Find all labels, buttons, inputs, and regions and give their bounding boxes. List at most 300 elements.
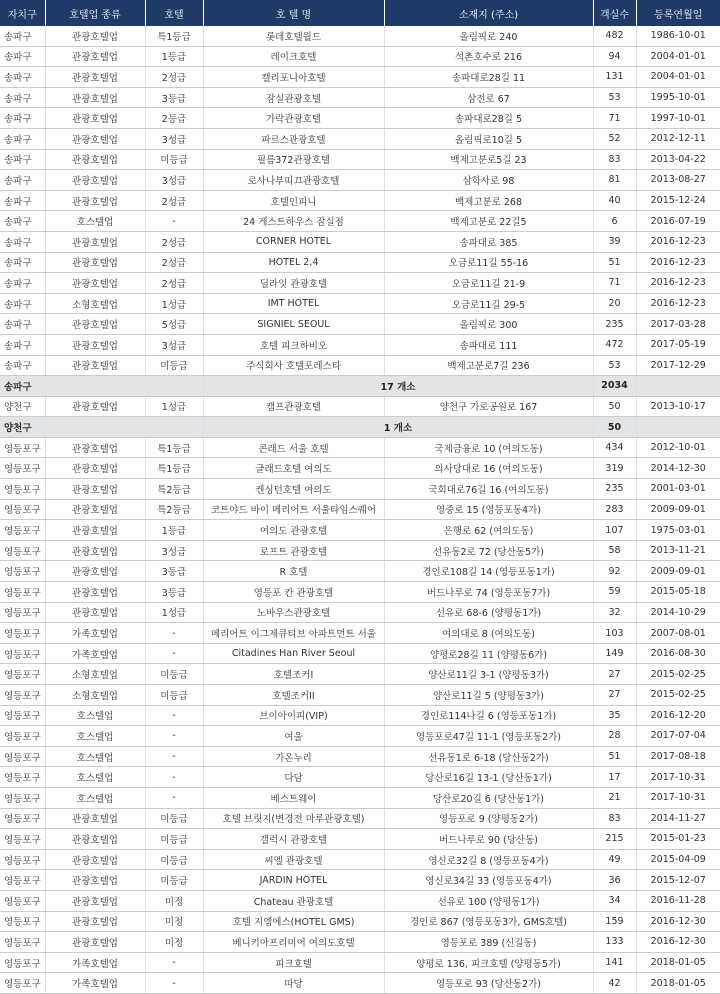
table-row: [0, 334, 720, 355]
cell-district: 송파구: [0, 190, 45, 211]
cell-grade: 3성급: [145, 540, 203, 561]
cell-district: 송파구: [0, 128, 45, 149]
cell-hotel-type: 관광호텔업: [45, 890, 145, 911]
cell-district: 송파구: [0, 149, 45, 170]
table-row: [0, 582, 720, 603]
cell-hotel-name: 따당: [203, 973, 384, 994]
cell-hotel-type: 관광호텔업: [45, 499, 145, 520]
cell-rooms: 131: [593, 67, 636, 88]
cell-hotel-name: 잠실관광호텔: [203, 87, 384, 108]
cell-hotel-name: 레이크호텔: [203, 46, 384, 67]
cell-grade: 미등급: [145, 685, 203, 706]
cell-rooms: 51: [593, 746, 636, 767]
subtotal-row: [0, 417, 720, 438]
cell-rooms: 434: [593, 437, 636, 458]
cell-grade: 2성급: [145, 231, 203, 252]
cell-hotel-name: 다담: [203, 767, 384, 788]
cell-rooms: 28: [593, 726, 636, 747]
cell-grade: -: [145, 726, 203, 747]
cell-hotel-type: 관광호텔업: [45, 932, 145, 953]
cell-hotel-type: 관광호텔업: [45, 849, 145, 870]
cell-grade: -: [145, 746, 203, 767]
cell-district: 송파구: [0, 334, 45, 355]
cell-hotel-type: 가족호텔업: [45, 643, 145, 664]
cell-rooms: 141: [593, 952, 636, 973]
table-row: [0, 479, 720, 500]
cell-registration-date: 2016-12-23: [636, 231, 720, 252]
cell-registration-date: 2015-01-23: [636, 829, 720, 850]
cell-rooms: 83: [593, 808, 636, 829]
table-row: [0, 128, 720, 149]
cell-registration-date: 2012-10-01: [636, 437, 720, 458]
cell-address: 국제금융로 10 (여의도동): [384, 437, 593, 458]
cell-address: 백제고분로 22길5: [384, 211, 593, 232]
cell-registration-date: 2017-10-31: [636, 787, 720, 808]
cell-hotel-name: 갤럭시 관광호텔: [203, 829, 384, 850]
cell-hotel-type: 관광호텔업: [45, 479, 145, 500]
cell-rooms: 133: [593, 932, 636, 953]
cell-rooms: 482: [593, 26, 636, 46]
cell-grade: 미등급: [145, 355, 203, 376]
cell-hotel-name: 씨엘 관광호텔: [203, 849, 384, 870]
cell-district: 영등포구: [0, 973, 45, 994]
table-row: [0, 767, 720, 788]
cell-hotel-type: 호스텔업: [45, 705, 145, 726]
cell-hotel-type: 가족호텔업: [45, 952, 145, 973]
cell-rooms: 81: [593, 170, 636, 191]
cell-district: 송파구: [0, 87, 45, 108]
cell-hotel-type: 소형호텔업: [45, 685, 145, 706]
cell-rooms: 92: [593, 561, 636, 582]
cell-district: 영등포구: [0, 499, 45, 520]
cell-address: 송파대로 385: [384, 231, 593, 252]
cell-hotel-type: 관광호텔업: [45, 829, 145, 850]
cell-district: 영등포구: [0, 643, 45, 664]
cell-hotel-name: 호텔 지엠에스(HOTEL GMS): [203, 911, 384, 932]
cell-hotel-name: 메리어트 이그제큐티브 아파트먼트 서울: [203, 623, 384, 644]
table-row: [0, 190, 720, 211]
cell-registration-date: 2015-12-24: [636, 190, 720, 211]
cell-rooms: 27: [593, 685, 636, 706]
cell-registration-date: 2016-07-19: [636, 211, 720, 232]
cell-address: 석촌호수로 216: [384, 46, 593, 67]
cell-address: 오금로11길 29-5: [384, 293, 593, 314]
cell-hotel-name: 영등포 칸 관광호텔: [203, 582, 384, 603]
table-row: [0, 870, 720, 891]
cell-hotel-type: 소형호텔업: [45, 664, 145, 685]
cell-rooms: 235: [593, 314, 636, 335]
header-rooms: 객실수: [593, 0, 636, 26]
cell-address: 은행로 62 (여의도동): [384, 520, 593, 541]
cell-district: 송파구: [0, 170, 45, 191]
cell-grade: -: [145, 767, 203, 788]
header-address: 소재지 (주소): [384, 0, 593, 26]
table-row: [0, 26, 720, 46]
table-row: [0, 252, 720, 273]
cell-hotel-name: HOTEL 2,4: [203, 252, 384, 273]
cell-hotel-name: 가온누리: [203, 746, 384, 767]
cell-hotel-name: JARDIN HOTEL: [203, 870, 384, 891]
cell-rooms: 107: [593, 520, 636, 541]
cell-rooms: 71: [593, 273, 636, 294]
cell-district: 영등포구: [0, 726, 45, 747]
cell-district: 영등포구: [0, 520, 45, 541]
table-row: [0, 231, 720, 252]
cell-registration-date: 1995-10-01: [636, 87, 720, 108]
cell-address: 올림픽로10길 5: [384, 128, 593, 149]
cell-district: 송파구: [0, 376, 45, 397]
cell-district: 송파구: [0, 211, 45, 232]
cell-hotel-type: 호스텔업: [45, 767, 145, 788]
cell-hotel-name: 베스트웨이: [203, 787, 384, 808]
cell-district: 양천구: [0, 417, 45, 438]
cell-hotel-type: 관광호텔업: [45, 170, 145, 191]
cell-hotel-name: 콘래드 서울 호텔: [203, 437, 384, 458]
cell-registration-date: 2017-12-29: [636, 355, 720, 376]
cell-address: 양천구 가로공원로 167: [384, 396, 593, 417]
cell-district: 영등포구: [0, 829, 45, 850]
cell-registration-date: 2014-10-29: [636, 602, 720, 623]
cell-address: 선유동1로 6-18 (당산동2가): [384, 746, 593, 767]
cell-registration-date: 2007-08-01: [636, 623, 720, 644]
cell-rooms: 71: [593, 108, 636, 129]
cell-hotel-type: 관광호텔업: [45, 582, 145, 603]
cell-registration-date: 2012-12-11: [636, 128, 720, 149]
cell-rooms: 52: [593, 128, 636, 149]
table-row: [0, 273, 720, 294]
header-registration-date: 등록연월일: [636, 0, 720, 26]
cell-grade: -: [145, 705, 203, 726]
cell-registration-date: 2015-05-18: [636, 582, 720, 603]
cell-district: 송파구: [0, 314, 45, 335]
table-row: [0, 664, 720, 685]
cell-rooms: 94: [593, 46, 636, 67]
table-row: [0, 67, 720, 88]
cell-hotel-name: 코트야드 바이 메리어트 서울타임스퀘어: [203, 499, 384, 520]
cell-rooms: 36: [593, 870, 636, 891]
cell-address: 경인로108길 14 (영등포동1가): [384, 561, 593, 582]
cell-hotel-name: 켄싱턴호텔 여의도: [203, 479, 384, 500]
cell-hotel-type: 관광호텔업: [45, 67, 145, 88]
cell-rooms: 50: [593, 396, 636, 417]
cell-hotel-type: 관광호텔업: [45, 334, 145, 355]
cell-hotel-type: 관광호텔업: [45, 520, 145, 541]
cell-grade: 특2등급: [145, 479, 203, 500]
cell-hotel-type: 관광호텔업: [45, 561, 145, 582]
cell-district: 영등포구: [0, 437, 45, 458]
cell-grade: 2등급: [145, 108, 203, 129]
cell-rooms: 59: [593, 582, 636, 603]
table-row: [0, 437, 720, 458]
cell-grade: 특1등급: [145, 458, 203, 479]
cell-registration-date: 2018-01-05: [636, 952, 720, 973]
cell-grade: 3성급: [145, 334, 203, 355]
cell-address: 영중로 15 (영등포동4가): [384, 499, 593, 520]
cell-grade: 미등급: [145, 849, 203, 870]
cell-hotel-type: 관광호텔업: [45, 46, 145, 67]
cell-hotel-name: Chateau 관광호텔: [203, 890, 384, 911]
cell-hotel-name: 호텔조커I: [203, 664, 384, 685]
cell-district: 영등포구: [0, 870, 45, 891]
cell-registration-date: 1997-10-01: [636, 108, 720, 129]
table-row: [0, 314, 720, 335]
cell-hotel-type: 관광호텔업: [45, 437, 145, 458]
table-row: [0, 211, 720, 232]
cell-registration-date: 2017-10-31: [636, 767, 720, 788]
cell-hotel-type: 호스텔업: [45, 787, 145, 808]
table-row: [0, 952, 720, 973]
cell-hotel-name: 롯데호텔월드: [203, 26, 384, 46]
cell-address: 양산로11길 3-1 (양평동3가): [384, 664, 593, 685]
cell-registration-date: 2016-08-30: [636, 643, 720, 664]
cell-grade: -: [145, 787, 203, 808]
cell-address: 선유로 100 (양평동1가): [384, 890, 593, 911]
table-row: [0, 520, 720, 541]
table-row: [0, 108, 720, 129]
cell-registration-date: 2015-02-25: [636, 664, 720, 685]
cell-rooms: 83: [593, 149, 636, 170]
cell-rooms: 53: [593, 355, 636, 376]
cell-rooms: 32: [593, 602, 636, 623]
cell-district: 영등포구: [0, 890, 45, 911]
cell-hotel-type: 호스텔업: [45, 211, 145, 232]
cell-hotel-name: 브이아이피(VIP): [203, 705, 384, 726]
cell-registration-date: 2013-11-21: [636, 540, 720, 561]
cell-grade: 2성급: [145, 67, 203, 88]
cell-hotel-type: 소형호텔업: [45, 293, 145, 314]
cell-registration-date: 2016-11-28: [636, 890, 720, 911]
table-row: [0, 458, 720, 479]
header-row: [0, 0, 720, 26]
cell-district: 송파구: [0, 67, 45, 88]
cell-rooms: 215: [593, 829, 636, 850]
cell-hotel-name: 호텔 피크하비오: [203, 334, 384, 355]
cell-registration-date: 2013-10-17: [636, 396, 720, 417]
cell-grade: 미등급: [145, 808, 203, 829]
cell-address: 영등포로 9 (양평동2가): [384, 808, 593, 829]
cell-district: 송파구: [0, 355, 45, 376]
cell-address: 삼전로 67: [384, 87, 593, 108]
cell-hotel-name: 주식회사 호텔포레스타: [203, 355, 384, 376]
cell-registration-date: 2001-03-01: [636, 479, 720, 500]
cell-grade: 1성급: [145, 602, 203, 623]
table-row: [0, 396, 720, 417]
cell-grade: 1성급: [145, 293, 203, 314]
table-row: [0, 293, 720, 314]
cell-address: 오금로11길 55-16: [384, 252, 593, 273]
cell-address: 송파대로28길 5: [384, 108, 593, 129]
cell-registration-date: 2014-11-27: [636, 808, 720, 829]
cell-hotel-name: 피크호텔: [203, 952, 384, 973]
cell-registration-date: 2016-12-23: [636, 252, 720, 273]
cell-registration-date: 2016-12-30: [636, 932, 720, 953]
cell-hotel-type: 관광호텔업: [45, 870, 145, 891]
cell-district: 영등포구: [0, 479, 45, 500]
cell-grade: 미등급: [145, 149, 203, 170]
table-row: [0, 355, 720, 376]
cell-rooms: 283: [593, 499, 636, 520]
subtotal-row: [0, 376, 720, 397]
header-grade: 호텔: [145, 0, 203, 26]
table-row: [0, 746, 720, 767]
cell-address: 양산로11길 5 (양평동3가): [384, 685, 593, 706]
cell-grade: 1등급: [145, 520, 203, 541]
cell-district: 영등포구: [0, 849, 45, 870]
cell-registration-date: 2018-01-05: [636, 973, 720, 994]
cell-district: 영등포구: [0, 582, 45, 603]
cell-hotel-type: 관광호텔업: [45, 540, 145, 561]
cell-hotel-name: Citadines Han River Seoul: [203, 643, 384, 664]
cell-rooms: 159: [593, 911, 636, 932]
cell-address: 경인로 867 (영등포동3가, GMS호텔): [384, 911, 593, 932]
cell-rooms: 21: [593, 787, 636, 808]
cell-hotel-name: IMT HOTEL: [203, 293, 384, 314]
cell-hotel-name: 24 게스트하우스 잠실점: [203, 211, 384, 232]
cell-rooms: 6: [593, 211, 636, 232]
cell-address: 여의대로 8 (여의도동): [384, 623, 593, 644]
cell-grade: 미정: [145, 911, 203, 932]
cell-rooms: 49: [593, 849, 636, 870]
cell-district: 영등포구: [0, 458, 45, 479]
cell-district: 영등포구: [0, 808, 45, 829]
cell-registration-date: 2016-12-20: [636, 705, 720, 726]
cell-rooms: 58: [593, 540, 636, 561]
cell-hotel-name: 가락관광호텔: [203, 108, 384, 129]
cell-empty: [45, 417, 203, 438]
cell-grade: 특2등급: [145, 499, 203, 520]
table-row: [0, 643, 720, 664]
cell-hotel-type: 관광호텔업: [45, 314, 145, 335]
cell-district: 영등포구: [0, 767, 45, 788]
cell-address: 송파대로 111: [384, 334, 593, 355]
cell-district: 영등포구: [0, 664, 45, 685]
cell-address: 양평로28길 11 (양평동6가): [384, 643, 593, 664]
cell-address: 당산로16길 13-1 (당산동1가): [384, 767, 593, 788]
table-header: [0, 0, 720, 26]
cell-district: 송파구: [0, 46, 45, 67]
cell-district: 양천구: [0, 396, 45, 417]
cell-address: 당산로20길 6 (당산동1가): [384, 787, 593, 808]
cell-hotel-type: 가족호텔업: [45, 623, 145, 644]
cell-grade: 특1등급: [145, 26, 203, 46]
cell-rooms: 20: [593, 293, 636, 314]
cell-district: 영등포구: [0, 602, 45, 623]
cell-registration-date: 2004-01-01: [636, 46, 720, 67]
cell-district: 송파구: [0, 231, 45, 252]
cell-address: 국회대로76길 16 (여의도동): [384, 479, 593, 500]
table-row: [0, 540, 720, 561]
cell-registration-date: 2017-08-18: [636, 746, 720, 767]
cell-grade: 미등급: [145, 829, 203, 850]
cell-rooms-total: 2034: [593, 376, 636, 397]
cell-grade: 2성급: [145, 252, 203, 273]
cell-registration-date: 2017-05-19: [636, 334, 720, 355]
cell-hotel-type: 관광호텔업: [45, 108, 145, 129]
cell-rooms: 34: [593, 890, 636, 911]
cell-registration-date: 2015-04-09: [636, 849, 720, 870]
cell-grade: 미등급: [145, 664, 203, 685]
header-hotel-name: 호 텔 명: [203, 0, 384, 26]
cell-empty: [636, 376, 720, 397]
cell-registration-date: 2009-09-01: [636, 561, 720, 582]
cell-address: 백제고분로 268: [384, 190, 593, 211]
cell-rooms: 103: [593, 623, 636, 644]
cell-address: 영등포로 389 (신길동): [384, 932, 593, 953]
cell-grade: 1성급: [145, 396, 203, 417]
table-row: [0, 87, 720, 108]
cell-grade: 미등급: [145, 870, 203, 891]
cell-registration-date: 2004-01-01: [636, 67, 720, 88]
cell-hotel-type: 관광호텔업: [45, 602, 145, 623]
cell-hotel-name: 캠프관광호텔: [203, 396, 384, 417]
cell-rooms: 149: [593, 643, 636, 664]
table-row: [0, 911, 720, 932]
cell-registration-date: 2016-12-30: [636, 911, 720, 932]
cell-address: 삼학사로 98: [384, 170, 593, 191]
cell-empty: [636, 417, 720, 438]
table-row: [0, 973, 720, 994]
cell-grade: -: [145, 643, 203, 664]
cell-rooms: 319: [593, 458, 636, 479]
cell-address: 영등포로47길 11-1 (영등포동2가): [384, 726, 593, 747]
cell-rooms: 472: [593, 334, 636, 355]
cell-hotel-name: R 호텔: [203, 561, 384, 582]
table-row: [0, 726, 720, 747]
table-row: [0, 787, 720, 808]
cell-hotel-type: 관광호텔업: [45, 273, 145, 294]
cell-hotel-name: 호텔인피니: [203, 190, 384, 211]
table-row: [0, 561, 720, 582]
table-row: [0, 602, 720, 623]
cell-grade: 2성급: [145, 190, 203, 211]
cell-hotel-type: 관광호텔업: [45, 355, 145, 376]
cell-grade: -: [145, 973, 203, 994]
cell-hotel-type: 관광호텔업: [45, 252, 145, 273]
cell-hotel-name: 파르스관광호텔: [203, 128, 384, 149]
cell-rooms: 39: [593, 231, 636, 252]
cell-registration-date: 2017-03-28: [636, 314, 720, 335]
cell-hotel-type: 관광호텔업: [45, 911, 145, 932]
cell-grade: -: [145, 623, 203, 644]
cell-rooms: 17: [593, 767, 636, 788]
cell-district: 영등포구: [0, 623, 45, 644]
cell-registration-date: 2015-02-25: [636, 685, 720, 706]
cell-grade: 미정: [145, 932, 203, 953]
cell-address: 백제고분로7길 236: [384, 355, 593, 376]
cell-district: 송파구: [0, 293, 45, 314]
cell-hotel-name: 여의도 관광호텔: [203, 520, 384, 541]
table-row: [0, 932, 720, 953]
cell-hotel-type: 가족호텔업: [45, 973, 145, 994]
cell-address: 양평로 136, 피크호텔 (양평동5가): [384, 952, 593, 973]
cell-district: 영등포구: [0, 746, 45, 767]
cell-district: 영등포구: [0, 787, 45, 808]
cell-address: 경인로114나길 6 (영등포동1가): [384, 705, 593, 726]
cell-hotel-type: 관광호텔업: [45, 149, 145, 170]
cell-hotel-type: 관광호텔업: [45, 87, 145, 108]
cell-hotel-name: 필름372관광호텔: [203, 149, 384, 170]
cell-hotel-name: CORNER HOTEL: [203, 231, 384, 252]
cell-district: 영등포구: [0, 911, 45, 932]
cell-grade: 3성급: [145, 170, 203, 191]
cell-rooms: 27: [593, 664, 636, 685]
cell-hotel-name: 글래드호텔 여의도: [203, 458, 384, 479]
cell-hotel-name: 노바우스관광호텔: [203, 602, 384, 623]
cell-hotel-type: 관광호텔업: [45, 231, 145, 252]
cell-grade: 3등급: [145, 582, 203, 603]
cell-grade: 미정: [145, 890, 203, 911]
cell-address: 송파대로28길 11: [384, 67, 593, 88]
